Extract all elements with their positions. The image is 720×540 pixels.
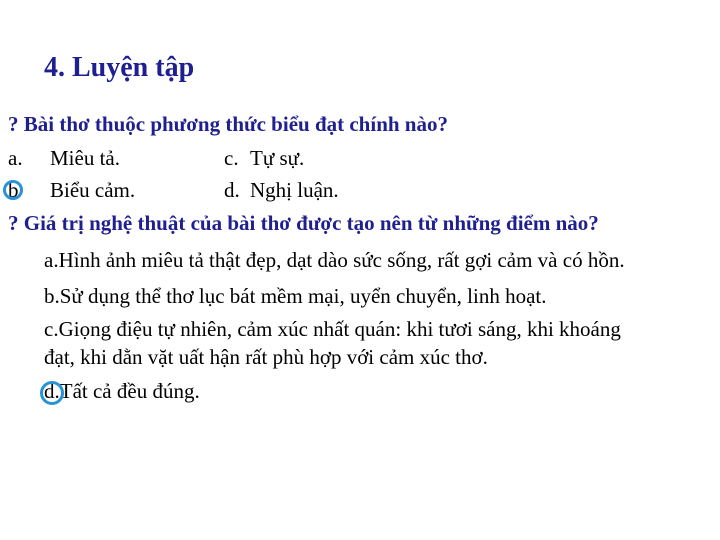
- answer-a: a.Hình ảnh miêu tả thật đẹp, dạt dào sức sống, rất gợi cảm và có hồn.: [44, 248, 625, 272]
- option-b-text: Biểu cảm.: [50, 178, 136, 202]
- option-d-letter: d.: [224, 178, 240, 202]
- question-1: ? Bài thơ thuộc phương thức biểu đạt chính nào?: [8, 112, 448, 136]
- answer-c-line1: c.Giọng điệu tự nhiên, cảm xúc nhất quán: khi tươi sáng, khi khoáng: [44, 317, 621, 341]
- answer-b: b.Sử dụng thể thơ lục bát mềm mại, uyển chuyển, linh hoạt.: [44, 284, 547, 308]
- option-a-text: Miêu tả.: [50, 146, 120, 170]
- answer-c-line2: đạt, khi dằn vặt uất hận rất phù hợp với cảm xúc thơ.: [44, 345, 488, 369]
- option-b-letter: b: [8, 178, 19, 202]
- answer-d: d.Tất cả đều đúng.: [44, 379, 200, 403]
- slide-title: 4. Luyện tập: [44, 52, 195, 83]
- question-2: ? Giá trị nghệ thuật của bài thơ được tạo nên từ những điểm nào?: [8, 211, 599, 235]
- answer-circle-d: [40, 381, 64, 405]
- option-c-letter: c.: [224, 146, 239, 170]
- option-c-text: Tự sự.: [250, 146, 305, 170]
- option-a-letter: a.: [8, 146, 23, 170]
- option-d-text: Nghị luận.: [250, 178, 339, 202]
- answer-circle-b: [3, 180, 23, 200]
